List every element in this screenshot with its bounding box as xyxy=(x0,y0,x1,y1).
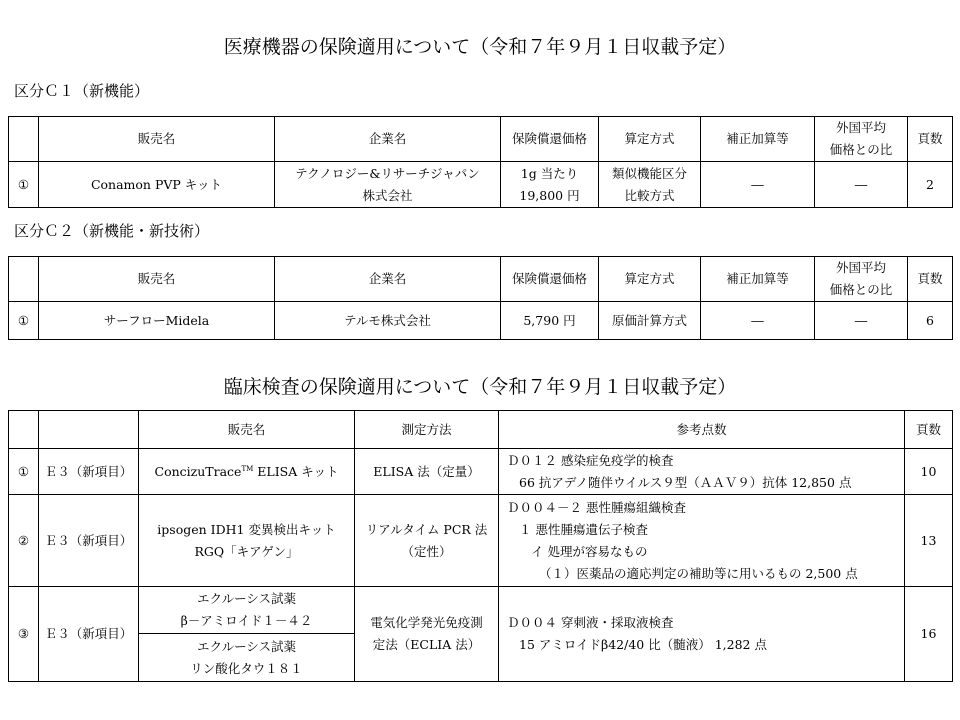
company-name: テクノロジー&リサーチジャパン 株式会社 xyxy=(275,162,501,208)
c2-header-method: 算定方式 xyxy=(599,257,701,302)
c1-header-company: 企業名 xyxy=(275,117,501,162)
category: Ｅ３（新項目） xyxy=(39,587,139,682)
reference-points: Ｄ００４－２ 悪性腫瘍組織検査 １ 悪性腫瘍遺伝子検査 イ 処理が容易なもの （１）医薬品の適応判定の補助等に用いるもの 2,500 点 xyxy=(499,495,905,587)
page-count: 10 xyxy=(905,449,953,495)
c2-header-num xyxy=(9,257,39,302)
c1-header-method: 算定方式 xyxy=(599,117,701,162)
table-row xyxy=(9,587,953,682)
measurement-method: リアルタイム PCR 法 （定性） xyxy=(355,495,499,587)
c1-header-foreign: 外国平均 価格との比 xyxy=(815,117,908,162)
product-name: ConcizuTrace™ ELISA キット xyxy=(139,449,355,495)
c2-header-price: 保険償還価格 xyxy=(501,257,599,302)
product-name xyxy=(139,587,355,682)
measurement-method: 電気化学発光免疫測 定法（ECLIA 法） xyxy=(355,587,499,682)
lab-header-name: 販売名 xyxy=(139,411,355,449)
company-name: テルモ株式会社 xyxy=(275,302,501,340)
c1-header-price: 保険償還価格 xyxy=(501,117,599,162)
category: Ｅ３（新項目） xyxy=(39,449,139,495)
product-name: Conamon PVP キット xyxy=(39,162,275,208)
lab-header-pages: 頁数 xyxy=(905,411,953,449)
c2-table xyxy=(8,256,953,340)
page-count: 13 xyxy=(905,495,953,587)
reimbursement-price: 5,790 円 xyxy=(501,302,599,340)
table-row xyxy=(9,162,953,208)
page-count: 16 xyxy=(905,587,953,682)
c1-header-pages: 頁数 xyxy=(908,117,953,162)
adjustment-addition: ― xyxy=(701,162,815,208)
calculation-method: 類似機能区分 比較方式 xyxy=(599,162,701,208)
foreign-price-ratio: ― xyxy=(815,302,908,340)
lab-header-row xyxy=(9,411,953,449)
adjustment-addition: ― xyxy=(701,302,815,340)
c2-header-adjust: 補正加算等 xyxy=(701,257,815,302)
section-c2-label: 区分Ｃ２（新機能・新技術） xyxy=(14,222,210,240)
c1-header-name: 販売名 xyxy=(39,117,275,162)
lab-header-points: 参考点数 xyxy=(499,411,905,449)
product-name-b: エクルーシス試薬 リン酸化タウ１８１ xyxy=(139,633,354,681)
page-count: 2 xyxy=(908,162,953,208)
foreign-price-ratio: ― xyxy=(815,162,908,208)
table-row xyxy=(9,302,953,340)
table-row xyxy=(9,449,953,495)
page-count: 6 xyxy=(908,302,953,340)
section-c1-label: 区分Ｃ１（新機能） xyxy=(14,82,150,100)
table-row xyxy=(9,495,953,587)
row-number: ② xyxy=(9,495,39,587)
lab-table xyxy=(8,410,953,682)
product-name: ipsogen IDH1 変異検出キット RGQ「キアゲン」 xyxy=(139,495,355,587)
c1-header-num xyxy=(9,117,39,162)
c2-header-company: 企業名 xyxy=(275,257,501,302)
category: Ｅ３（新項目） xyxy=(39,495,139,587)
c1-header-adjust: 補正加算等 xyxy=(701,117,815,162)
product-name-a: エクルーシス試薬 β－アミロイド１－４２ xyxy=(180,591,313,628)
row-number: ① xyxy=(9,302,39,340)
lab-header-num xyxy=(9,411,39,449)
c2-header-row xyxy=(9,257,953,302)
c2-header-foreign: 外国平均 価格との比 xyxy=(815,257,908,302)
row-number: ③ xyxy=(9,587,39,682)
reference-points: Ｄ００４ 穿刺液・採取液検査 15 アミロイドβ42/40 比（髄液） 1,282 点 xyxy=(499,587,905,682)
measurement-method: ELISA 法（定量） xyxy=(355,449,499,495)
row-number: ① xyxy=(9,162,39,208)
product-name: サーフローMidela xyxy=(39,302,275,340)
row-number: ① xyxy=(9,449,39,495)
lab-header-category xyxy=(39,411,139,449)
c2-header-pages: 頁数 xyxy=(908,257,953,302)
calculation-method: 原価計算方式 xyxy=(599,302,701,340)
c1-header-row xyxy=(9,117,953,162)
lab-header-method: 測定方法 xyxy=(355,411,499,449)
c1-table xyxy=(8,116,953,208)
reference-points: Ｄ０１２ 感染症免疫学的検査 66 抗アデノ随伴ウイルス９型（ＡＡＶ９）抗体 12,850 点 xyxy=(499,449,905,495)
c2-header-name: 販売名 xyxy=(39,257,275,302)
device-coverage-title: 医療機器の保険適用について（令和７年９月１日収載予定） xyxy=(223,36,737,58)
reimbursement-price: 1g 当たり 19,800 円 xyxy=(501,162,599,208)
lab-test-coverage-title: 臨床検査の保険適用について（令和７年９月１日収載予定） xyxy=(223,376,737,398)
